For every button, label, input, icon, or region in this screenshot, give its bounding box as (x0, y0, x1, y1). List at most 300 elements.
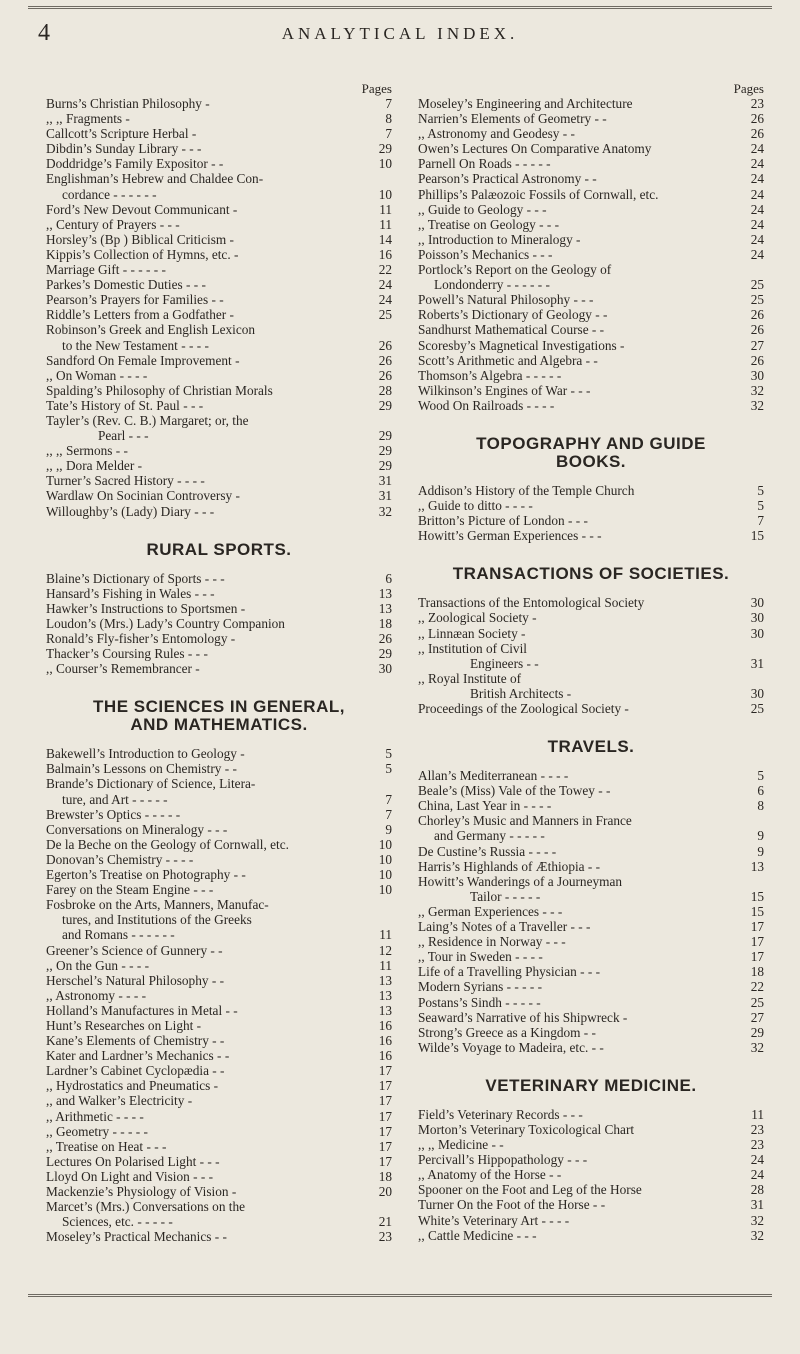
entry-page: 13 (378, 600, 392, 616)
pages-header: Pages (361, 81, 392, 96)
entry-title: Mackenzie’s Physiology of Vision - (46, 1184, 237, 1199)
index-entry (418, 1197, 764, 1212)
entry-title: Hansard’s Fishing in Wales - - - (46, 585, 215, 601)
entry-page: 24 (750, 156, 764, 172)
entry-page: 10 (378, 882, 392, 898)
index-entry (418, 1213, 764, 1228)
entry-title: Blaine’s Dictionary of Sports - - - (46, 570, 225, 586)
entry-title: ,, Zoological Society - (418, 610, 537, 626)
entry-title: ,, ,, Medicine - - (418, 1137, 504, 1153)
entry-title: Pearson’s Practical Astronomy - - (418, 171, 597, 187)
index-entry (418, 949, 764, 964)
entry-title: Marcet’s (Mrs.) Conversations on the (46, 1199, 246, 1215)
entry-title: ,, On the Gun - - - - (46, 957, 150, 973)
entry-page: 30 (378, 661, 392, 677)
index-entry (418, 368, 764, 383)
index-entry (46, 232, 392, 247)
entry-title: ,, Treatise on Heat - - - (46, 1138, 167, 1154)
index-entry (418, 626, 764, 641)
index-entry (46, 398, 392, 413)
entry-page: 30 (750, 367, 764, 383)
entry-title: Moseley’s Practical Mechanics - - (46, 1229, 227, 1245)
index-entry (46, 792, 392, 807)
entry-page: 26 (750, 111, 764, 127)
index-entry (46, 307, 392, 322)
page-number: 4 (38, 20, 50, 46)
entry-page: 20 (378, 1184, 392, 1199)
index-entry (418, 1167, 764, 1182)
index-entry (418, 141, 764, 156)
entry-title: De la Beche on the Geology of Cornwall, etc. (46, 836, 289, 852)
index-entry (46, 1048, 392, 1063)
entry-title: Balmain’s Lessons on Chemistry - - (46, 761, 237, 777)
entry-title: ,, Courser’s Remembrancer - (46, 661, 200, 677)
entry-page: 16 (378, 246, 392, 262)
index-entry (46, 126, 392, 141)
entry-page: 31 (750, 655, 764, 671)
entry-page: 29 (378, 646, 392, 662)
entry-title: Dibdin’s Sunday Library - - - (46, 141, 202, 157)
section-heading: TRAVELS. (547, 737, 635, 757)
index-entry (46, 807, 392, 822)
entry-page: 32 (750, 1212, 764, 1228)
entry-page: 24 (750, 1152, 764, 1168)
entry-page: 23 (750, 1121, 764, 1137)
index-entry (46, 383, 392, 398)
entry-page: 28 (378, 382, 392, 398)
entry-page: 17 (378, 1123, 392, 1139)
entry-title: Sciences, etc. - - - - - (62, 1214, 173, 1230)
index-list (418, 768, 764, 1055)
index-entry (46, 1078, 392, 1093)
entry-page: 10 (378, 836, 392, 852)
entry-page: 11 (379, 957, 392, 973)
index-entry (46, 912, 392, 927)
entry-title: Brewster’s Optics - - - - - (46, 806, 181, 822)
entry-title: Horsley’s (Bp ) Biblical Criticism - (46, 231, 234, 247)
index-entry (418, 498, 764, 513)
entry-title: Phillips’s Palæozoic Fossils of Cornwall, etc. (418, 186, 659, 202)
entry-title: Howitt’s Wanderings of a Journeyman (418, 873, 623, 889)
entry-title: White’s Veterinary Art - - - - (418, 1212, 570, 1228)
index-entry (418, 126, 764, 141)
index-list (46, 96, 392, 519)
index-entry (46, 943, 392, 958)
entry-page: 18 (378, 615, 392, 631)
entry-page: 15 (750, 903, 764, 919)
entry-page: 24 (750, 231, 764, 247)
entry-page: 10 (378, 851, 392, 867)
entry-title: Strong’s Greece as a Kingdom - - (418, 1024, 596, 1040)
entry-page: 6 (757, 783, 764, 799)
index-entry (418, 262, 764, 277)
entry-page: 21 (378, 1214, 392, 1230)
index-entry (46, 867, 392, 882)
index-entry (418, 768, 764, 783)
index-entry (418, 904, 764, 919)
entry-title: ,, Guide to Geology - - - (418, 201, 547, 217)
index-entry (46, 504, 392, 519)
entry-title: Englishman’s Hebrew and Chaldee Con- (46, 171, 264, 187)
index-entry (46, 988, 392, 1003)
index-entry (418, 595, 764, 610)
index-entry (418, 686, 764, 701)
index-entry (46, 927, 392, 942)
entry-page: 30 (750, 610, 764, 626)
entry-page: 10 (378, 186, 392, 202)
entry-page: 9 (757, 828, 764, 844)
index-entry (418, 1228, 764, 1243)
entry-page: 17 (750, 949, 764, 965)
entry-title: Scott’s Arithmetic and Algebra - - (418, 352, 598, 368)
entry-page: 32 (750, 382, 764, 398)
entry-page: 17 (378, 1078, 392, 1094)
entry-title: Greener’s Science of Gunnery - - (46, 942, 223, 958)
entry-page: 23 (750, 96, 764, 111)
entry-title: Ronald’s Fly-fisher’s Entomology - (46, 631, 236, 646)
entry-title: Lardner’s Cabinet Cyclopædia - - (46, 1063, 225, 1079)
entry-title: Willoughby’s (Lady) Diary - - - (46, 503, 215, 519)
entry-title: ,, Hydrostatics and Pneumatics - (46, 1078, 219, 1094)
index-entry (418, 398, 764, 413)
index-entry (46, 1184, 392, 1199)
entry-page: 25 (750, 701, 764, 716)
index-entry (46, 277, 392, 292)
pages-header: Pages (733, 81, 764, 96)
entry-title: Egerton’s Treatise on Photography - - (46, 867, 246, 883)
entry-title: Spalding’s Philosophy of Christian Morals (46, 382, 273, 398)
index-entry (418, 889, 764, 904)
entry-title: ,, Guide to ditto - - - - (418, 498, 533, 514)
entry-title: Donovan’s Chemistry - - - - (46, 851, 194, 867)
entry-title: Beale’s (Miss) Vale of the Towey - - (418, 783, 611, 799)
entry-page: 9 (385, 821, 392, 837)
index-entry (418, 187, 764, 202)
index-entry (46, 822, 392, 837)
entry-title: Londonderry - - - - - - (434, 277, 550, 293)
index-entry (46, 761, 392, 776)
entry-title: Moseley’s Engineering and Architecture (418, 96, 633, 111)
entry-page: 24 (750, 171, 764, 187)
entry-page: 32 (750, 1039, 764, 1055)
index-entry (46, 322, 392, 337)
entry-page: 7 (385, 96, 392, 111)
entry-page: 29 (378, 397, 392, 413)
index-entry (418, 919, 764, 934)
index-entry (46, 443, 392, 458)
entry-page: 26 (378, 367, 392, 383)
entry-title: Percivall’s Hippopathology - - - (418, 1152, 588, 1168)
entry-page: 26 (378, 631, 392, 646)
index-entry (418, 844, 764, 859)
entry-title: ,, Cattle Medicine - - - (418, 1227, 537, 1243)
entry-title: Fosbroke on the Arts, Manners, Manufac- (46, 897, 269, 913)
entry-title: Portlock’s Report on the Geology of (418, 262, 612, 278)
index-entry (418, 277, 764, 292)
entry-page: 17 (378, 1108, 392, 1124)
index-entry (46, 616, 392, 631)
entry-page: 23 (750, 1137, 764, 1153)
entry-title: Conversations on Mineralogy - - - (46, 821, 228, 837)
entry-page: 9 (757, 843, 764, 859)
index-entry (46, 458, 392, 473)
entry-title: ,, Treatise on Geology - - - (418, 216, 560, 232)
entry-page: 17 (378, 1063, 392, 1079)
entry-page: 8 (757, 798, 764, 814)
entry-page: 10 (378, 867, 392, 883)
entry-page: 18 (750, 964, 764, 980)
entry-title: Tayler’s (Rev. C. B.) Margaret; or, the (46, 412, 249, 428)
index-entry (418, 171, 764, 186)
entry-page: 6 (385, 570, 392, 586)
entry-page: 16 (378, 1033, 392, 1049)
section-heading: THE SCIENCES IN GENERAL, AND MATHEMATICS. (93, 697, 345, 735)
entry-title: Doddridge’s Family Expositor - - (46, 156, 224, 172)
entry-title: ,, ,, Fragments - (46, 111, 130, 127)
index-entry (46, 646, 392, 661)
entry-title: British Architects - (470, 685, 572, 701)
entry-title: ,, Arithmetic - - - - (46, 1108, 144, 1124)
entry-page: 26 (750, 352, 764, 368)
entry-title: Turner’s Sacred History - - - - (46, 473, 205, 489)
entry-title: Callcott’s Scripture Herbal - (46, 126, 197, 142)
index-entry (418, 338, 764, 353)
entry-page: 28 (750, 1182, 764, 1198)
entry-title: Kippis’s Collection of Hymns, etc. - (46, 246, 239, 262)
entry-page: 30 (750, 685, 764, 701)
entry-page: 17 (378, 1138, 392, 1154)
entry-page: 7 (385, 126, 392, 142)
index-list (46, 571, 392, 677)
index-entry (418, 874, 764, 889)
entry-page: 11 (379, 216, 392, 232)
index-entry (418, 1107, 764, 1122)
entry-title: Robinson’s Greek and English Lexicon (46, 322, 256, 338)
entry-page: 25 (750, 292, 764, 308)
index-entry (418, 783, 764, 798)
section-heading: VETERINARY MEDICINE. (485, 1075, 697, 1095)
entry-page: 25 (750, 994, 764, 1010)
index-entry (46, 897, 392, 912)
index-entry (46, 1199, 392, 1214)
entry-title: Modern Syrians - - - - - (418, 979, 543, 995)
entry-page: 16 (378, 1048, 392, 1064)
entry-title: Field’s Veterinary Records - - - (418, 1106, 583, 1122)
entry-title: Turner On the Foot of the Horse - - (418, 1197, 606, 1213)
entry-title: ,, On Woman - - - - (46, 367, 148, 383)
entry-title: Wilkinson’s Engines of War - - - (418, 382, 591, 398)
index-entry (46, 141, 392, 156)
entry-title: ,, ,, Sermons - - (46, 443, 128, 459)
index-entry (418, 671, 764, 686)
entry-page: 5 (385, 746, 392, 762)
index-entry (418, 656, 764, 671)
entry-page: 13 (378, 1002, 392, 1018)
index-entry (46, 837, 392, 852)
section-heading: TOPOGRAPHY AND GUIDE BOOKS. (476, 433, 706, 471)
entry-title: Herschel’s Natural Philosophy - - (46, 972, 224, 988)
index-entry (46, 1109, 392, 1124)
entry-title: Bakewell’s Introduction to Geology - (46, 746, 245, 762)
index-entry (418, 217, 764, 232)
entry-page: 7 (757, 513, 764, 529)
entry-title: Scoresby’s Magnetical Investigations - (418, 337, 625, 353)
index-entry (418, 1152, 764, 1167)
entry-title: and Germany - - - - - (434, 828, 545, 844)
index-entry (418, 247, 764, 262)
entry-page: 30 (750, 595, 764, 611)
index-entry (46, 111, 392, 126)
index-entry (418, 513, 764, 528)
entry-title: ,, ,, Dora Melder - (46, 458, 142, 474)
index-entry (418, 307, 764, 322)
entry-page: 17 (378, 1153, 392, 1169)
entry-title: Britton’s Picture of London - - - (418, 513, 588, 529)
index-entry (46, 428, 392, 443)
entry-title: Marriage Gift - - - - - - (46, 262, 166, 278)
entry-title: Hunt’s Researches on Light - (46, 1017, 202, 1033)
index-entry (418, 828, 764, 843)
index-entry (46, 571, 392, 586)
index-entry (46, 631, 392, 646)
running-head: ANALYTICAL INDEX. (281, 24, 519, 43)
entry-page: 14 (378, 231, 392, 247)
entry-page: 8 (385, 111, 392, 127)
entry-page: 7 (385, 806, 392, 822)
entry-title: Morton’s Veterinary Toxicological Chart (418, 1121, 635, 1137)
section-heading: TRANSACTIONS OF SOCIETIES. (452, 564, 730, 584)
index-entry (46, 1229, 392, 1244)
entry-page: 26 (378, 337, 392, 353)
entry-page: 22 (750, 979, 764, 995)
top-rule (28, 6, 772, 9)
index-entry (46, 1093, 392, 1108)
index-entry (46, 882, 392, 897)
index-entry (418, 641, 764, 656)
index-entry (418, 1025, 764, 1040)
index-entry (46, 852, 392, 867)
entry-title: Proceedings of the Zoological Society - (418, 701, 629, 716)
entry-page: 24 (750, 246, 764, 262)
entry-title: Tate’s History of St. Paul - - - (46, 397, 204, 413)
index-entry (418, 964, 764, 979)
entry-title: Poisson’s Mechanics - - - (418, 246, 553, 262)
index-list (418, 1107, 764, 1243)
index-entry (418, 322, 764, 337)
entry-title: ,, Introduction to Mineralogy - (418, 231, 581, 247)
entry-page: 26 (750, 322, 764, 338)
entry-title: ,, Linnæan Society - (418, 625, 526, 641)
entry-title: to the New Testament - - - - (62, 337, 209, 353)
index-entry (46, 187, 392, 202)
entry-page: 15 (750, 888, 764, 904)
index-entry (46, 473, 392, 488)
entry-title: Chorley’s Music and Manners in France (418, 813, 632, 829)
entry-page: 11 (379, 201, 392, 217)
entry-title: Riddle’s Letters from a Godfather - (46, 307, 234, 323)
entry-title: ,, Century of Prayers - - - (46, 216, 180, 232)
entry-page: 32 (750, 1227, 764, 1243)
right-column (418, 82, 764, 1243)
entry-title: cordance - - - - - - (62, 186, 157, 202)
index-entry (418, 1137, 764, 1152)
entry-title: Burns’s Christian Philosophy - (46, 96, 210, 111)
index-entry (46, 1003, 392, 1018)
entry-title: Thacker’s Coursing Rules - - - (46, 646, 208, 662)
entry-title: Loudon’s (Mrs.) Lady’s Country Companion (46, 615, 285, 631)
index-entry (46, 262, 392, 277)
entry-page: 29 (378, 141, 392, 157)
entry-title: Seaward’s Narrative of his Shipwreck - (418, 1009, 628, 1025)
index-entry (46, 171, 392, 186)
entry-page: 24 (750, 186, 764, 202)
entry-page: 30 (750, 625, 764, 641)
index-entry (418, 156, 764, 171)
entry-page: 5 (757, 498, 764, 514)
entry-page: 29 (378, 428, 392, 444)
entry-title: Parkes’s Domestic Duties - - - (46, 277, 206, 293)
index-entry (46, 247, 392, 262)
entry-title: Parnell On Roads - - - - - (418, 156, 551, 172)
entry-title: De Custine’s Russia - - - - (418, 843, 557, 859)
entry-page: 23 (378, 1229, 392, 1245)
index-entry (46, 958, 392, 973)
index-entry (46, 1063, 392, 1078)
index-entry (46, 1139, 392, 1154)
entry-page: 13 (750, 858, 764, 874)
entry-page: 5 (757, 482, 764, 498)
entry-page: 11 (751, 1106, 764, 1122)
index-entry (418, 96, 764, 111)
entry-title: ture, and Art - - - - - (62, 791, 168, 807)
entry-title: ,, Institution of Civil (418, 640, 527, 656)
index-entry (418, 202, 764, 217)
entry-title: ,, and Walker’s Electricity - (46, 1093, 193, 1109)
entry-title: ,, Astronomy - - - - (46, 987, 147, 1003)
index-entry (46, 1018, 392, 1033)
entry-page: 15 (750, 528, 764, 544)
entry-title: Pearl - - - (98, 428, 149, 444)
entry-title: Laing’s Notes of a Traveller - - - (418, 919, 591, 935)
index-entry (418, 111, 764, 126)
entry-title: Allan’s Mediterranean - - - - (418, 768, 569, 784)
index-entry (418, 292, 764, 307)
entry-title: ,, Tour in Sweden - - - - (418, 949, 543, 965)
entry-page: 5 (385, 761, 392, 777)
entry-page: 16 (378, 1017, 392, 1033)
entry-title: Howitt’s German Experiences - - - (418, 528, 602, 544)
entry-page: 13 (378, 987, 392, 1003)
index-entry (46, 586, 392, 601)
index-entry (46, 1124, 392, 1139)
left-column (46, 82, 392, 1244)
index-entry (418, 610, 764, 625)
entry-page: 24 (750, 141, 764, 157)
entry-page: 22 (378, 262, 392, 278)
entry-title: Wardlaw On Socinian Controversy - (46, 488, 240, 504)
entry-page: 13 (378, 972, 392, 988)
entry-title: Kane’s Elements of Chemistry - - (46, 1033, 225, 1049)
entry-page: 25 (750, 277, 764, 293)
index-entry (418, 934, 764, 949)
index-entry (418, 232, 764, 247)
entry-title: China, Last Year in - - - - (418, 798, 552, 814)
entry-title: Hawker’s Instructions to Sportsmen - (46, 600, 246, 616)
entry-page: 26 (750, 126, 764, 142)
entry-page: 29 (378, 443, 392, 459)
index-entry (418, 483, 764, 498)
entry-page: 25 (378, 307, 392, 323)
